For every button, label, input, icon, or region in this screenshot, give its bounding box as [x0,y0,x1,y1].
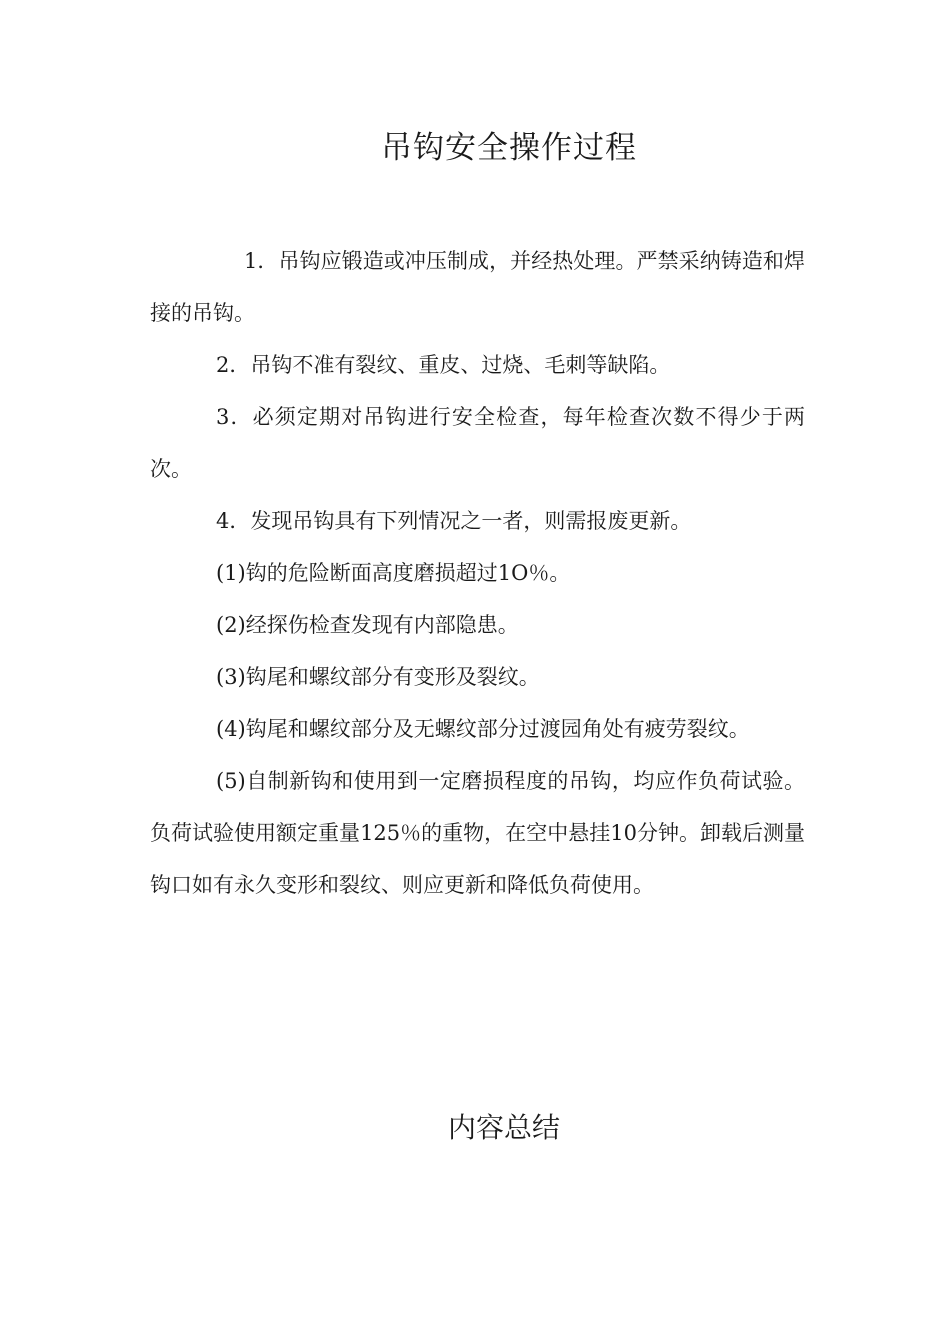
document-body [150,235,805,911]
paragraph-4: 4．发现吊钩具有下列情况之一者，则需报废更新。 [216,509,692,533]
document-title: 吊钩安全操作过程 [381,130,637,166]
list-item-5: (5)自制新钩和使用到一定磨损程度的吊钩，均应作负荷试验。负荷试验使用额定重量125％的重物，在空中悬挂10分钟。卸载后测量钩口如有永久变形和裂纹、则应更新和降低负荷使用。 [150,769,805,897]
list-item-2: (2)经探伤检查发现有内部隐患。 [216,613,519,637]
list-item-4: (4)钩尾和螺纹部分及无螺纹部分过渡园角处有疲劳裂纹。 [216,717,750,741]
list-item-1: (1)钩的危险断面高度磨损超过1O％。 [216,561,571,585]
list-item-3: (3)钩尾和螺纹部分有变形及裂纹。 [216,665,540,689]
paragraph-1: 1．吊钩应锻造或冲压制成，并经热处理。严禁采纳铸造和焊接的吊钩。 [150,249,805,325]
paragraph-2: 2．吊钩不准有裂纹、重皮、过烧、毛刺等缺陷。 [216,353,671,377]
paragraph-3: 3．必须定期对吊钩进行安全检查，每年检查次数不得少于两次。 [150,405,805,481]
summary-heading: 内容总结 [447,1111,560,1144]
